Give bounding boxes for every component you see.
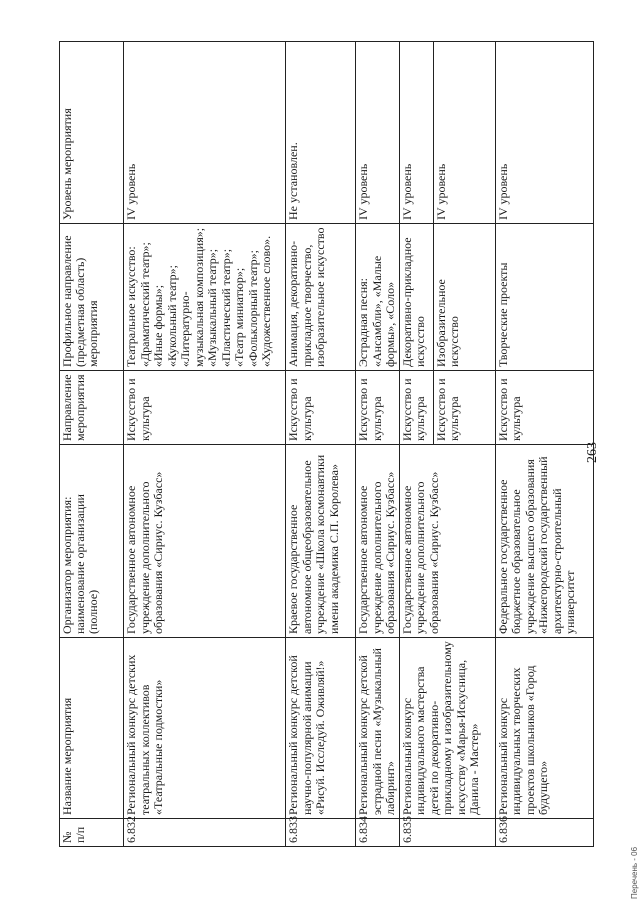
row-profile: Театральное искусство: «Драматический театр»; «Иные формы»; «Кукольный театр»; «Литературно-музыкальная композиция»; «Музыкальный театр»; «Пластический театр»; «Театр миниатюр»; «Фольклорный театр»; «Художественное слово». [124,224,286,371]
row-level: IV уровень [399,42,433,224]
row-direction: Искусство и культура [286,371,356,445]
header-num: № п/п [60,819,124,847]
row-level: Не установлен. [286,42,356,224]
row-profile: Творческие проекты [495,224,593,371]
row-num: 6.835 [399,819,495,847]
row-level: IV уровень [433,42,495,224]
row-profile: Изобразительное искусство [433,224,495,371]
row-num: 6.836 [495,819,593,847]
row-num: 6.834 [356,819,400,847]
row-name: Региональный конкурс индивидуальных творческих проектов школьников «Город будущего» [495,638,593,819]
row-organizer: Государственное автономное учреждение дополнительного образования «Сириус. Кузбасс» [399,445,495,638]
footer-text: Перечень - 06 [630,846,639,899]
row-profile: Анимация, декоративно-прикладное творчество, изобразительное искусство [286,224,356,371]
row-direction: Искусство и культура [399,371,433,445]
row-profile: Эстрадная песня: «Ансамбли», «Малые формы», «Соло» [356,224,400,371]
row-num: 6.833 [286,819,356,847]
row-direction: Искусство и культура [124,371,286,445]
row-num: 6.832 [124,819,286,847]
row-direction: Искусство и культура [356,371,400,445]
table-header-row [60,42,124,847]
row-level: IV уровень [495,42,593,224]
page-number: 263 [585,442,600,463]
table-row [286,42,356,847]
row-profile: Декоративно-прикладное искусство [399,224,433,371]
header-profile: Профильное направление (предметная область) мероприятия [60,224,124,371]
header-name: Название мероприятия [60,638,124,819]
row-direction: Искусство и культура [433,371,495,445]
table-row [124,42,286,847]
row-direction: Искусство и культура [495,371,593,445]
events-table [59,41,594,847]
row-name: Региональный конкурс индивидуального мастерства детей по декоративно-прикладному и изобразительному искусству «Марья-Искусница, Данила - Мастер» [399,638,495,819]
row-name: Региональный конкурс детских театральных коллективов «Театральные подмостки» [124,638,286,819]
row-organizer: Государственное автономное учреждение дополнительного образования «Сириус. Кузбасс» [356,445,400,638]
table-row [356,42,400,847]
table-row [399,42,433,847]
header-direction: Направление мероприятия [60,371,124,445]
row-level: IV уровень [124,42,286,224]
row-organizer: Краевое государственное автономное общеобразовательное учреждение «Школа космонавтики имени академика С.П. Королева» [286,445,356,638]
row-level: IV уровень [356,42,400,224]
row-name: Региональный конкурс детской эстрадной песни «Музыкальный лабиринт» [356,638,400,819]
row-name: Региональный конкурс детской научно-популярной анимации «Рисуй. Исследуй. Оживляй!» [286,638,356,819]
table-row [495,42,593,847]
header-organizer: Организатор мероприятия: наименование организации (полное) [60,445,124,638]
row-organizer: Федеральное государственное бюджетное образовательное учреждение высшего образования «Нижегородский государственный архитектурно-строительный университет [495,445,593,638]
header-level: Уровень мероприятия [60,42,124,224]
row-organizer: Государственное автономное учреждение дополнительного образования «Сириус. Кузбасс» [124,445,286,638]
